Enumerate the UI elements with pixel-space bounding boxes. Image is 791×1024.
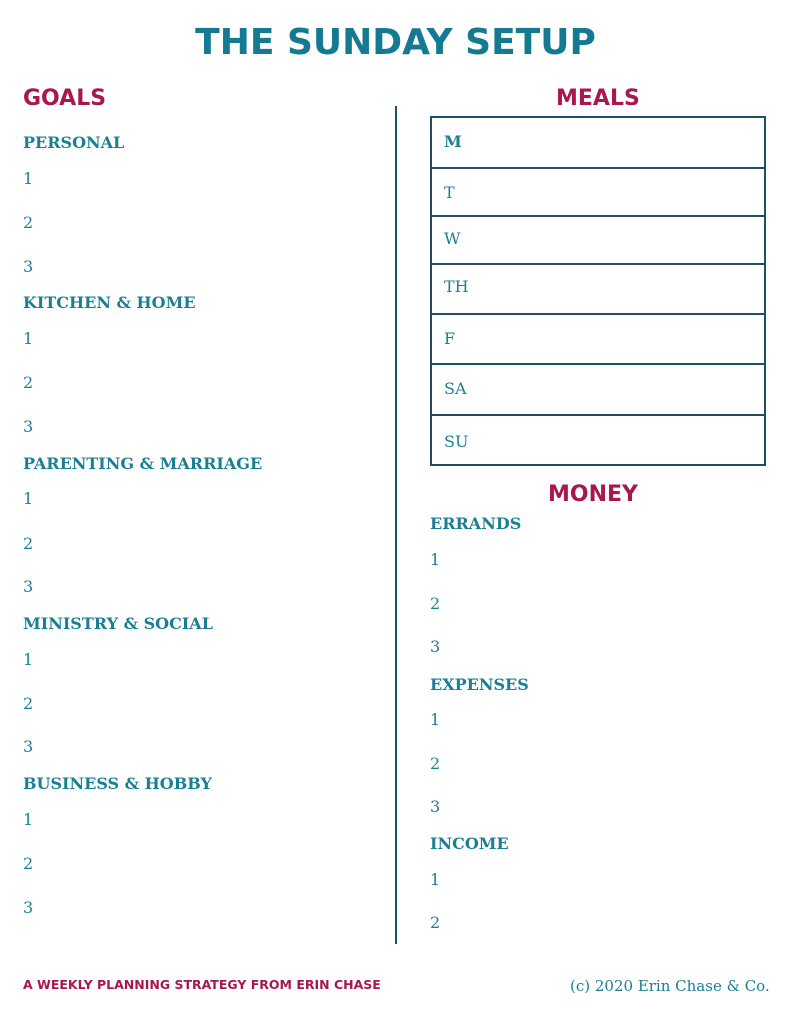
goal-item: 3 <box>23 737 34 756</box>
meal-row-sunday[interactable] <box>432 414 764 464</box>
goal-item: 2 <box>23 694 34 713</box>
meal-day-label: SA <box>444 379 467 398</box>
money-category-income: INCOME <box>430 834 509 853</box>
goal-item: 1 <box>23 810 34 829</box>
money-item: 1 <box>430 870 441 889</box>
money-category-errands: ERRANDS <box>430 514 522 533</box>
goal-item: 1 <box>23 329 34 348</box>
goals-category-kitchen-home: KITCHEN & HOME <box>23 293 196 312</box>
goals-category-personal: PERSONAL <box>23 133 125 152</box>
column-divider <box>395 106 397 944</box>
goal-item: 3 <box>23 577 34 596</box>
money-item: 3 <box>430 797 441 816</box>
meal-day-label: T <box>444 183 455 202</box>
goal-item: 3 <box>23 257 34 276</box>
meal-row-wednesday[interactable] <box>432 215 764 263</box>
meal-day-label: W <box>444 229 461 248</box>
meal-row-tuesday[interactable] <box>432 167 764 215</box>
meal-row-monday[interactable] <box>432 118 764 169</box>
goals-category-parenting-marriage: PARENTING & MARRIAGE <box>23 454 263 473</box>
money-item: 2 <box>430 594 441 613</box>
money-category-expenses: EXPENSES <box>430 675 529 694</box>
page-title: THE SUNDAY SETUP <box>195 22 596 63</box>
meal-day-label: F <box>444 329 456 348</box>
money-item: 2 <box>430 754 441 773</box>
goal-item: 3 <box>23 898 34 917</box>
goal-item: 3 <box>23 417 34 436</box>
money-item: 3 <box>430 637 441 656</box>
money-item: 1 <box>430 710 441 729</box>
goal-item: 2 <box>23 373 34 392</box>
goals-category-ministry-social: MINISTRY & SOCIAL <box>23 614 213 633</box>
footer-copyright: (c) 2020 Erin Chase & Co. <box>570 977 770 995</box>
money-item: 2 <box>430 913 441 932</box>
goal-item: 1 <box>23 650 34 669</box>
meals-heading: MEALS <box>556 86 640 111</box>
goal-item: 2 <box>23 534 34 553</box>
goal-item: 2 <box>23 213 34 232</box>
goal-item: 1 <box>23 489 34 508</box>
goals-heading: GOALS <box>23 86 107 111</box>
meal-day-label: TH <box>444 277 469 296</box>
money-heading: MONEY <box>548 482 638 507</box>
meal-row-saturday[interactable] <box>432 363 764 414</box>
meals-table <box>430 116 766 466</box>
goal-item: 1 <box>23 169 34 188</box>
meal-row-thursday[interactable] <box>432 263 764 313</box>
goals-category-business-hobby: BUSINESS & HOBBY <box>23 774 212 793</box>
footer-tagline: A WEEKLY PLANNING STRATEGY FROM ERIN CHASE <box>23 977 381 992</box>
meal-row-friday[interactable] <box>432 313 764 363</box>
meal-day-label: M <box>444 132 462 151</box>
meal-day-label: SU <box>444 432 469 451</box>
money-item: 1 <box>430 550 441 569</box>
goal-item: 2 <box>23 854 34 873</box>
